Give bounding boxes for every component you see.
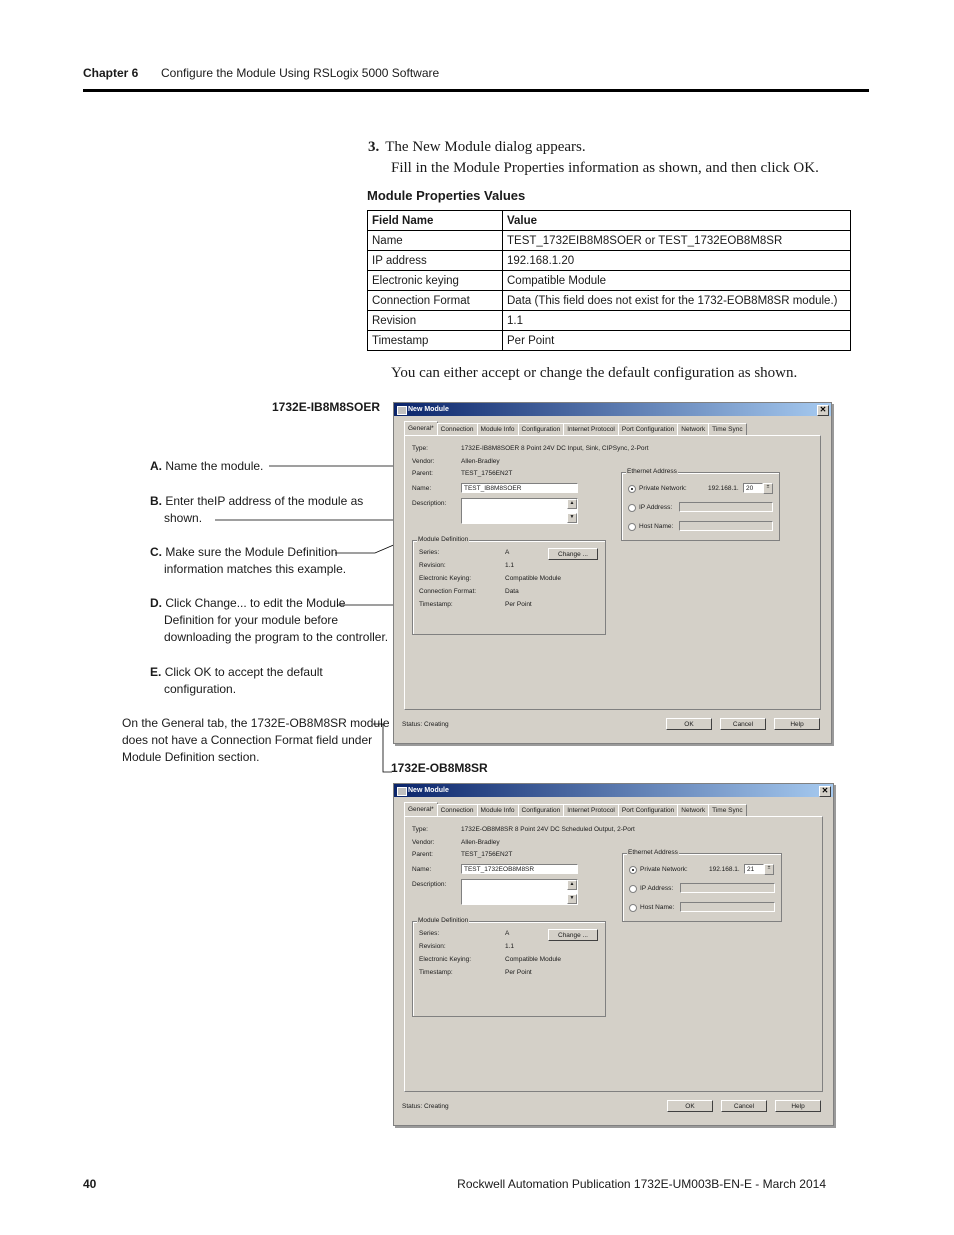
host-name-input[interactable] [679,521,773,531]
dialog-tabs [404,423,746,435]
callout-text: Click OK to accept the default [164,665,323,679]
help-button[interactable]: Help [775,1100,821,1112]
table-cell: TEST_1732EIB8M8SOER or TEST_1732EOB8M8SR [503,231,851,251]
host-name-label: Host Name: [640,904,675,911]
electronic-keying-value: Compatible Module [505,575,562,582]
vendor-value: Allen-Bradley [461,458,500,465]
ip-address-label: IP Address: [640,885,674,892]
tab-configuration[interactable]: Configuration [518,423,565,435]
revision-value: 1.1 [505,943,515,950]
ip-prefix: 192.168.1. [709,866,740,873]
electronic-keying-value: Compatible Module [505,956,562,963]
spin-icon[interactable]: ± [764,864,774,875]
parent-label: Parent: [412,470,433,477]
ip-last-octet-input[interactable]: 21 [744,864,764,874]
table-header: Field Name [368,211,503,231]
name-label: Name: [412,866,432,873]
ok-button[interactable]: OK [667,1100,713,1112]
table-header: Value [503,211,851,231]
tab-configuration[interactable]: Configuration [518,804,565,816]
intro-paragraph: You can either accept or change the default configuration as shown. [391,365,798,381]
note-text: does not have a Connection Format field under [122,733,373,747]
help-button[interactable]: Help [774,718,820,730]
tab-port-configuration[interactable]: Port Configuration [618,804,678,816]
callout-text: Make sure the Module Definition [165,545,338,559]
change-button[interactable]: Change ... [548,929,598,941]
tab-time-sync[interactable]: Time Sync [708,804,746,816]
callout-text: downloading the program to the controller. [164,630,389,644]
type-value: 1732E-IB8M8SOER 8 Point 24V DC Input, Sink, CIPSync, 2-Port [461,445,649,452]
tab-internet-protocol[interactable]: Internet Protocol [563,804,619,816]
host-name-input[interactable] [680,902,775,912]
callout-text: shown. [164,511,203,525]
table-cell: Connection Format [368,291,503,311]
name-label: Name: [412,485,432,492]
timestamp-value: Per Point [505,601,532,608]
tab-connection[interactable]: Connection [437,804,478,816]
ip-prefix: 192.168.1. [708,485,739,492]
description-label: Description: [412,500,447,507]
scroll-down-icon[interactable]: ▼ [567,894,577,904]
vendor-label: Vendor: [412,839,435,846]
group-title: Module Definition [418,917,469,924]
step-number: 3. [368,139,380,155]
tab-time-sync[interactable]: Time Sync [708,423,746,435]
series-label: Series: [419,930,440,937]
tab-connection[interactable]: Connection [437,423,478,435]
host-name-radio[interactable] [628,523,636,531]
status-text: Status: Creating [402,721,449,728]
callout-text: information matches this example. [164,562,347,576]
series-label: Series: [419,549,440,556]
vendor-value: Allen-Bradley [461,839,500,846]
module-icon [397,406,407,415]
table-cell: Compatible Module [503,271,851,291]
tab-port-configuration[interactable]: Port Configuration [618,423,678,435]
callout-letter: B. [150,494,162,508]
tab-general[interactable]: General* [404,421,438,435]
ip-last-octet-input[interactable]: 20 [743,483,763,493]
dialog-tabs [404,804,746,816]
description-label: Description: [412,881,447,888]
timestamp-value: Per Point [505,969,532,976]
tab-module-info[interactable]: Module Info [477,423,519,435]
type-label: Type: [412,826,428,833]
table-cell: 192.168.1.20 [503,251,851,271]
type-label: Type: [412,445,428,452]
new-module-dialog-ib8m8soer [393,402,832,744]
revision-label: Revision: [419,943,446,950]
timestamp-label: Timestamp: [419,969,453,976]
tab-network[interactable]: Network [677,804,709,816]
tab-general[interactable]: General* [404,802,438,816]
callout-letter: D. [150,596,162,610]
private-network-label: Private Network: [639,485,687,492]
scroll-up-icon[interactable]: ▲ [567,499,577,509]
type-value: 1732E-OB8M8SR 8 Point 24V DC Scheduled Output, 2-Port [461,826,635,833]
change-button[interactable]: Change ... [548,548,598,560]
cancel-button[interactable]: Cancel [720,718,766,730]
group-title: Ethernet Address [628,849,678,856]
description-input[interactable] [461,498,578,524]
scroll-up-icon[interactable]: ▲ [567,880,577,890]
connection-format-label: Connection Format: [419,588,477,595]
tab-network[interactable]: Network [677,423,709,435]
new-module-dialog-ob8m8sr [393,783,834,1126]
timestamp-label: Timestamp: [419,601,453,608]
parent-label: Parent: [412,851,433,858]
connection-format-value: Data [505,588,519,595]
figure-label-ob8m8sr: 1732E-OB8M8SR [391,761,488,775]
electronic-keying-label: Electronic Keying: [419,956,472,963]
ip-address-radio[interactable] [628,504,636,512]
name-input[interactable]: TEST_1732EOB8M8SR [461,864,578,874]
series-value: A [505,549,510,556]
tab-module-info[interactable]: Module Info [477,804,519,816]
ethernet-address-group [621,468,780,541]
module-definition-group [412,917,606,1017]
table-cell: Name [368,231,503,251]
table-cell: 1.1 [503,311,851,331]
private-network-radio[interactable] [628,485,636,493]
electronic-keying-label: Electronic Keying: [419,575,472,582]
ip-address-radio[interactable] [629,885,637,893]
figure-label-ib8m8soer: 1732E-IB8M8SOER [272,400,381,414]
host-name-label: Host Name: [639,523,674,530]
group-title: Ethernet Address [627,468,677,475]
ethernet-address-group [622,849,782,922]
note-text: On the General tab, the 1732E-OB8M8SR module [122,716,390,730]
callout-letter: E. [150,665,162,679]
scroll-down-icon[interactable]: ▼ [567,513,577,523]
ip-address-input[interactable] [679,502,773,512]
callout-letter: A. [150,459,162,473]
dialog-titlebar[interactable] [394,403,831,416]
module-definition-group [412,536,606,635]
table-cell: Electronic keying [368,271,503,291]
dialog-title: New Module [408,787,449,794]
callout-text: Enter theIP address of the module as [165,494,364,508]
callout-letter: C. [150,545,162,559]
chapter-label: Chapter 6 [83,66,139,80]
group-title: Module Definition [418,536,469,543]
series-value: A [505,930,510,937]
close-icon[interactable]: ✕ [819,786,831,797]
table-cell: Revision [368,311,503,331]
status-text: Status: Creating [402,1103,449,1110]
step-line2: Fill in the Module Properties information as shown, and then click OK. [391,160,819,176]
table-cell: IP address [368,251,503,271]
general-panel [404,435,821,710]
revision-label: Revision: [419,562,446,569]
tab-internet-protocol[interactable]: Internet Protocol [563,423,619,435]
parent-value: TEST_1756EN2T [461,470,513,477]
callout-text: Name the module. [165,459,264,473]
ip-address-input[interactable] [680,883,775,893]
general-panel [404,816,823,1092]
dialog-title: New Module [408,406,449,413]
step-line1: The New Module dialog appears. [385,139,586,155]
vendor-label: Vendor: [412,458,435,465]
ip-address-label: IP Address: [639,504,673,511]
callout-text: configuration. [164,682,237,696]
table-cell: Data (This field does not exist for the 1732-EOB8M8SR module.) [503,291,851,311]
private-network-radio[interactable] [629,866,637,874]
spin-icon[interactable]: ± [763,483,773,494]
callout-text: Definition for your module before [164,613,339,627]
table-cell: Timestamp [368,331,503,351]
leader-line-note [373,724,392,772]
description-input[interactable] [461,879,578,905]
private-network-label: Private Network: [640,866,688,873]
close-icon[interactable]: ✕ [817,405,829,416]
callout-text: Click Change... to edit the Module [165,596,346,610]
ok-button[interactable]: OK [666,718,712,730]
chapter-title: Configure the Module Using RSLogix 5000 Software [161,66,440,80]
name-input[interactable]: TEST_IB8M8SOER [461,483,578,493]
cancel-button[interactable]: Cancel [721,1100,767,1112]
host-name-radio[interactable] [629,904,637,912]
revision-value: 1.1 [505,562,515,569]
note-text: Module Definition section. [122,750,260,764]
module-icon [397,787,407,796]
dialog-titlebar[interactable] [394,784,833,797]
table-title: Module Properties Values [367,188,526,203]
page-number: 40 [83,1177,97,1191]
publication-info: Rockwell Automation Publication 1732E-UM003B-EN-E - March 2014 [457,1177,826,1191]
table-cell: Per Point [503,331,851,351]
parent-value: TEST_1756EN2T [461,851,513,858]
